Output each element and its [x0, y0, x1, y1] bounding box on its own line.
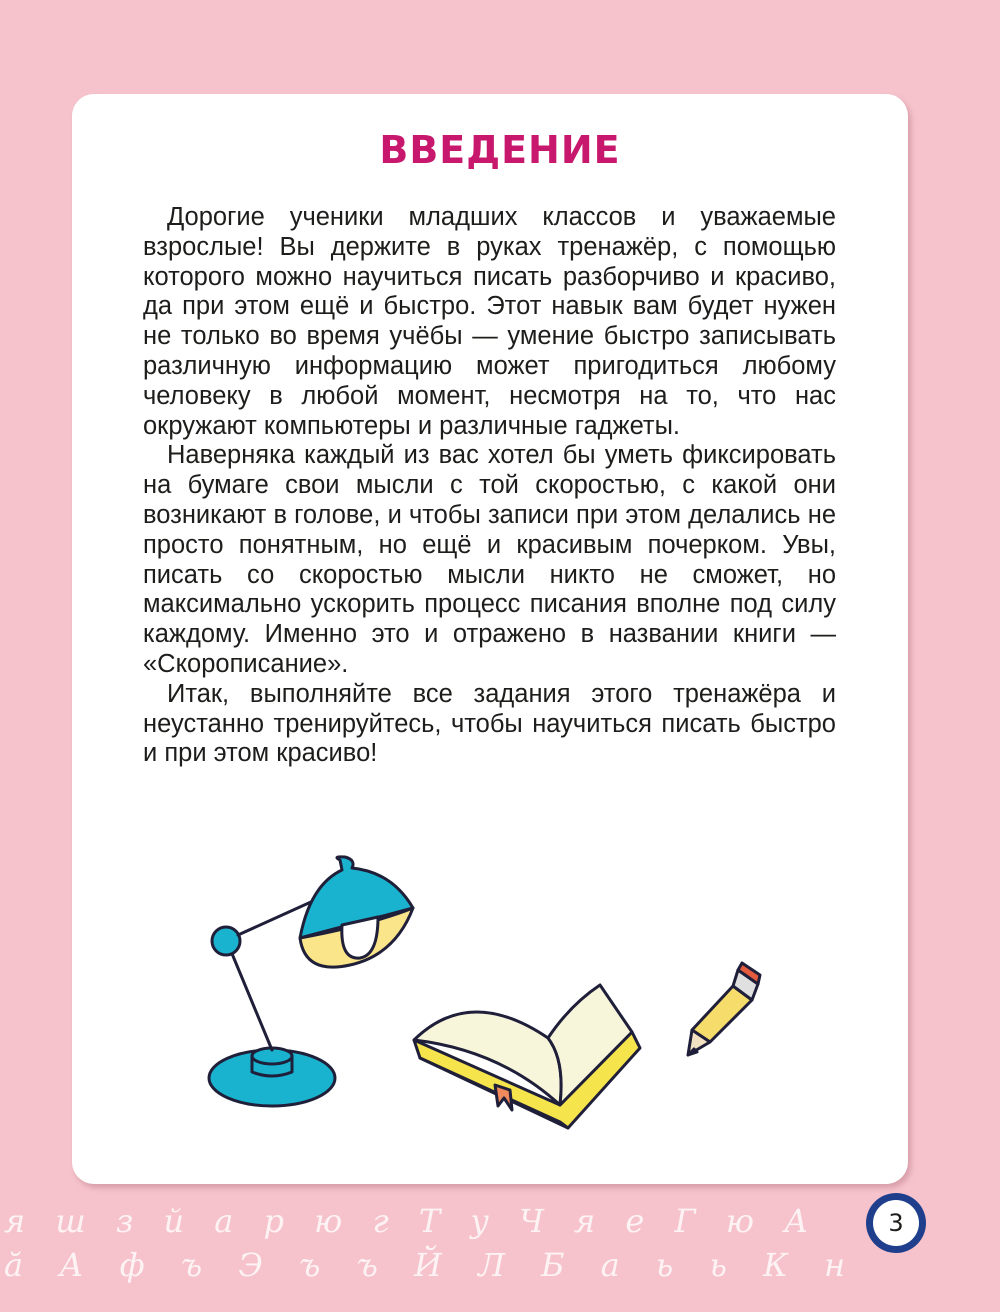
desk-illustration — [195, 850, 775, 1150]
page-number: 3 — [873, 1200, 919, 1246]
letters-row-1: я ш з й а р ю г Т у Ч я е Г ю А — [4, 1202, 819, 1240]
page-title: ВВЕДЕНИЕ — [379, 128, 621, 172]
paragraph-2: Наверняка каждый из вас хотел бы уметь фиксировать на бумаге свои мысли с той скоростью, с какой они возникают в голове, и чтобы записи при этом делались не просто понятным, но ещё и красивым почерком. Увы, писать со скоростью мысли никто не сможет, но максимально ускорить процесс писания вполне под силу каждому. Именно это и отражено в названии книги — «Скорописание». — [143, 441, 836, 678]
intro-text — [143, 203, 836, 769]
paragraph-1: Дорогие ученики младших классов и уважаемые взрослые! Вы держите в руках тренажёр, с помощью которого можно научиться писать разборчиво и красиво, да при этом ещё и быстро. Этот навык вам будет нужен не только во время учёбы — умение быстро записывать различную информацию может пригодиться любому человеку в любой момент, несмотря на то, что нас окружают компьютеры и различные гаджеты. — [143, 203, 836, 440]
letters-row-2: ӑ А ф ъ Э ъ ъ Й Л Б а ь ь К н — [4, 1246, 859, 1284]
open-book-icon — [414, 985, 640, 1128]
desk-lamp-icon — [209, 857, 413, 1106]
pencil-icon — [688, 963, 760, 1055]
paragraph-3: Итак, выполняйте все задания этого тренажёра и неустанно тренируйтесь, чтобы научиться писать быстро и при этом красиво! — [143, 679, 836, 768]
page-number-badge — [866, 1193, 926, 1253]
decorative-letters — [0, 1190, 880, 1312]
